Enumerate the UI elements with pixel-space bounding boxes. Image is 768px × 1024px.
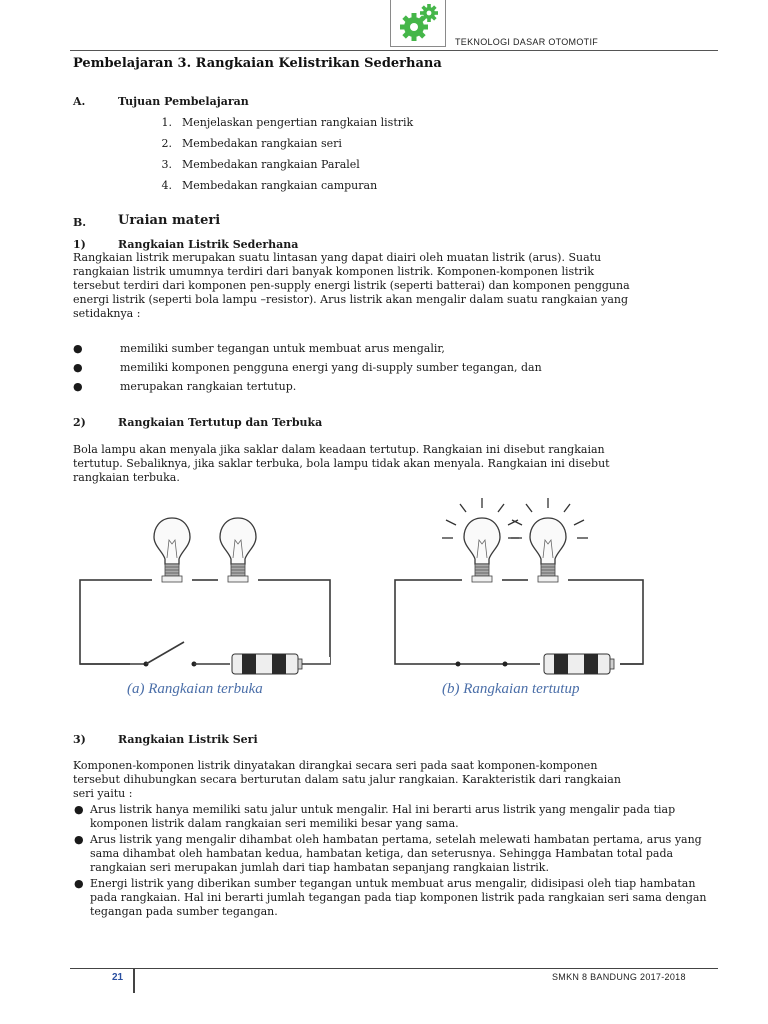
bullet-icon: ● (73, 361, 83, 374)
bullet-text: memiliki sumber tegangan untuk membuat arus mengalir, (120, 342, 445, 355)
objective-text: Membedakan rangkaian campuran (182, 179, 378, 192)
paragraph-line: tersebut dihubungkan secara berturutan dalam satu jalur rangkaian. Karakteristik dari rangkaian (73, 773, 621, 786)
subsection-3-title: Rangkaian Listrik Seri (118, 733, 258, 746)
open-circuit-diagram (80, 518, 330, 674)
paragraph-line: Bola lampu akan menyala jika saklar dalam keadaan tertutup. Rangkaian ini disebut rangkaian (73, 443, 605, 456)
bullet-icon: ● (73, 342, 83, 355)
series-characteristics-list (74, 803, 719, 921)
page-number: 21 (112, 972, 124, 983)
objective-text: Menjelaskan pengertian rangkaian listrik (182, 116, 414, 129)
caption-closed-circuit: (b) Rangkaian tertutup (442, 681, 580, 697)
subsection-1-paragraph (73, 251, 718, 321)
section-b-title: Uraian materi (118, 213, 221, 228)
paragraph-line: tertutup. Sebaliknya, jika saklar terbuka, bola lampu tidak akan menyala. Rangkaian ini disebut (73, 457, 610, 470)
subsection-3-number: 3) (73, 733, 86, 746)
section-b-letter: B. (73, 216, 87, 229)
list-item-text: Energi listrik yang diberikan sumber tegangan untuk membuat arus mengalir, didisipasi oleh tiap hambatan pada rangkaian. Hal ini berarti jumlah tegangan pada tiap komponen listrik pada rangkaian seri sama dengan tegangan pada sumber tegangan. (90, 877, 707, 918)
list-item (74, 833, 719, 875)
subsection-2-paragraph (73, 443, 718, 485)
objective-text: Membedakan rangkaian Paralel (182, 158, 360, 171)
header-rule (70, 50, 718, 51)
objective-number: 1. (161, 116, 172, 129)
objective-number: 4. (161, 179, 172, 192)
bullet-icon: ● (74, 877, 84, 890)
footer-divider (133, 969, 135, 993)
objective-number: 2. (161, 137, 172, 150)
list-item (74, 803, 719, 831)
footer-rule (70, 968, 718, 969)
section-a-title: Tujuan Pembelajaran (118, 95, 249, 108)
header-logo (390, 0, 446, 47)
subsection-1-number: 1) (73, 238, 86, 251)
header-title: TEKNOLOGI DASAR OTOMOTIF (455, 37, 599, 47)
paragraph-line: Rangkaian listrik merupakan suatu lintasan yang dapat diairi oleh muatan listrik (arus). Suatu (73, 251, 602, 264)
paragraph-line: rangkaian terbuka. (73, 471, 180, 484)
circuit-figure (70, 492, 650, 707)
chapter-title: Pembelajaran 3. Rangkaian Kelistrikan Sederhana (73, 56, 442, 71)
bullet-text: memiliki komponen pengguna energi yang di-supply sumber tegangan, dan (120, 361, 542, 374)
bullet-text: merupakan rangkaian tertutup. (120, 380, 297, 393)
paragraph-line: setidaknya : (73, 307, 141, 320)
list-item (74, 877, 719, 919)
subsection-2-number: 2) (73, 416, 86, 429)
objective-text: Membedakan rangkaian seri (182, 137, 342, 150)
bullet-icon: ● (74, 833, 84, 846)
paragraph-line: tersebut terdiri dari komponen pen-supply energi listrik (seperti batterai) dan komponen pengguna (73, 279, 630, 292)
list-item-text: Arus listrik yang mengalir dihambat oleh hambatan pertama, setelah melewati hambatan pertama, arus yang sama dihambat oleh hambatan kedua, hambatan ketiga, dan seterusnya. Sehingga Hambatan total pada rangkaian seri merupakan jumlah dari tiap hambatan sepanjang rangkaian listrik. (90, 833, 702, 874)
subsection-1-title: Rangkaian Listrik Sederhana (118, 238, 299, 251)
caption-open-circuit: (a) Rangkaian terbuka (127, 681, 263, 697)
bullet-icon: ● (73, 380, 83, 393)
paragraph-line: seri yaitu : (73, 787, 133, 800)
bullet-icon: ● (74, 803, 84, 816)
objective-number: 3. (161, 158, 172, 171)
list-item-text: Arus listrik hanya memiliki satu jalur untuk mengalir. Hal ini berarti arus listrik yang mengalir pada tiap komponen listrik dalam rangkaian seri memiliki besar yang sama. (90, 803, 676, 830)
closed-circuit-diagram (395, 498, 643, 674)
subsection-3-paragraph (73, 759, 718, 801)
gears-icon (391, 0, 445, 46)
section-a-letter: A. (73, 95, 86, 108)
paragraph-line: rangkaian listrik umumnya terdiri dari banyak komponen listrik. Komponen-komponen listrik (73, 265, 594, 278)
paragraph-line: energi listrik (seperti bola lampu –resistor). Arus listrik akan mengalir dalam suatu rangkaian yang (73, 293, 629, 306)
paragraph-line: Komponen-komponen listrik dinyatakan dirangkai secara seri pada saat komponen-komponen (73, 759, 598, 772)
footer-school: SMKN 8 BANDUNG 2017-2018 (552, 972, 686, 982)
subsection-2-title: Rangkaian Tertutup dan Terbuka (118, 416, 323, 429)
